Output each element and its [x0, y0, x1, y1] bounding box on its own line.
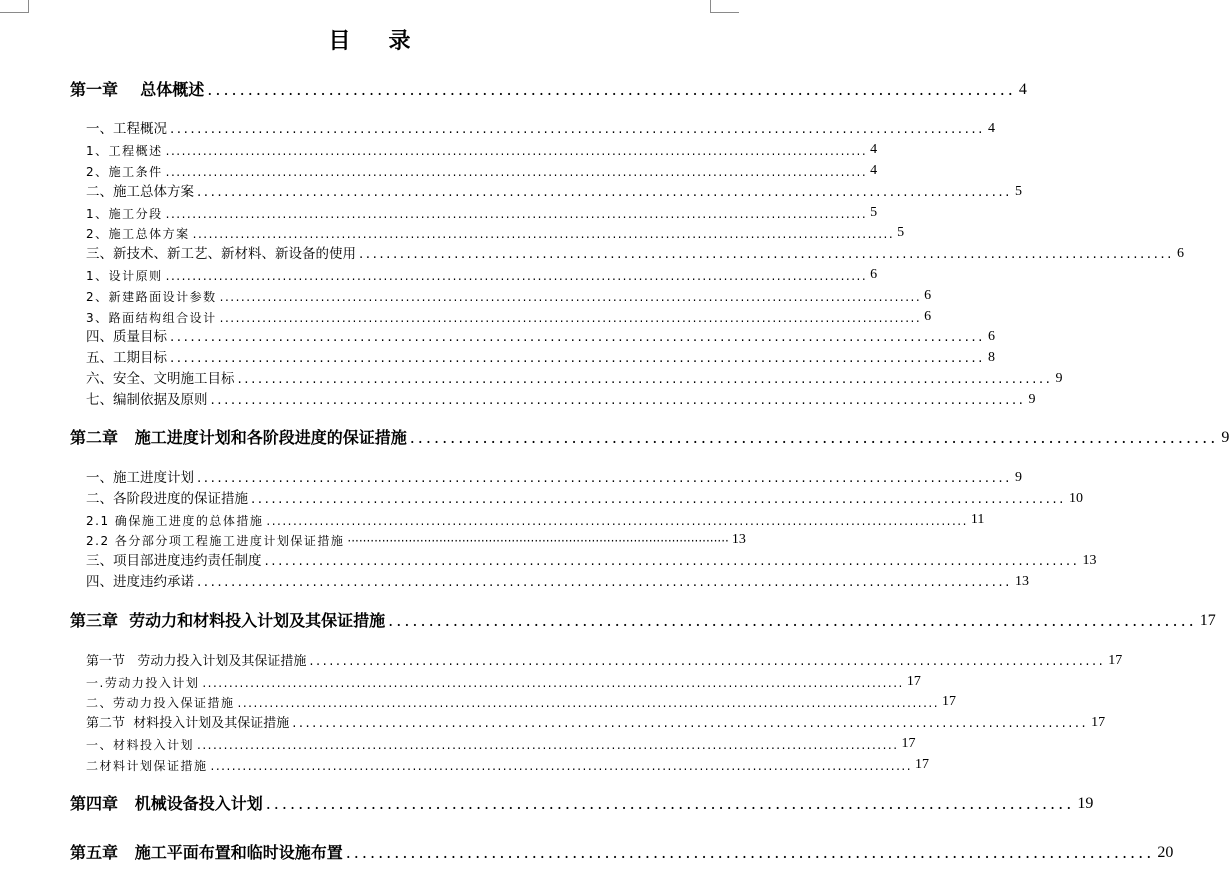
dot-leader: ........................................................................................................................ [359, 245, 1174, 262]
toc-entry-page: 17 [1199, 612, 1216, 629]
toc-entry-label: 第三章 劳动力和材料投入计划及其保证措施 [70, 611, 386, 630]
toc-entry-label: 四、质量目标 [86, 328, 167, 345]
dot-leader: .................................................................................................................................... [165, 269, 868, 283]
toc-entry-page: 13 [1082, 553, 1097, 568]
toc-entry-page: 6 [924, 309, 932, 324]
toc-entry-page: 6 [1176, 246, 1184, 261]
toc-entry[interactable] [86, 163, 878, 179]
dot-leader: ........................................................................................................................ [197, 573, 1012, 590]
dot-leader: .................................................................................................................................... [219, 311, 922, 325]
toc-entry-page: 20 [1157, 844, 1174, 861]
toc-entry-page: 9 [1055, 371, 1063, 386]
dot-leader: ........................................................................................................................ [292, 716, 1089, 731]
toc-entry[interactable] [86, 512, 985, 528]
toc-entry-label: 1、施工分段 [86, 207, 163, 221]
dot-leader: ........................................................................................................................ [237, 370, 1053, 387]
toc-entry-label: 一、材料投入计划 [86, 738, 195, 752]
toc-entry-page: 5 [897, 225, 905, 240]
toc-entry-label: 2、施工总体方案 [86, 227, 190, 241]
toc-entry-chapter-4[interactable] [70, 794, 1094, 813]
toc-entry[interactable] [86, 674, 921, 690]
toc-entry-label: 第五章 施工平面布置和临时设施布置 [70, 843, 343, 862]
toc-entry-label: 2.2 各分部分项工程施工进度计划保证措施 [86, 534, 345, 548]
toc-entry[interactable] [86, 267, 878, 283]
toc-entry-label: 2.1 确保施工进度的总体措施 [86, 514, 264, 528]
toc-entry-label: 第一节 劳动力投入计划及其保证措施 [86, 654, 307, 669]
toc-entry-chapter-2[interactable] [70, 428, 1229, 447]
toc-entry-page: 8 [987, 350, 995, 365]
toc-entry-label: 二材料计划保证措施 [86, 759, 208, 773]
toc-entry[interactable] [86, 736, 916, 752]
dot-leader: .................................................................................................................................... [165, 207, 868, 221]
toc-entry-page: 17 [1091, 715, 1106, 730]
toc-entry-label: 第二节 材料投入计划及其保证措施 [86, 716, 290, 731]
dot-leader: .................................................................................................... [409, 428, 1219, 447]
toc-entry-label: 五、工期目标 [86, 349, 167, 366]
toc-entry-page: 10 [1068, 491, 1083, 506]
page-corner-mark-right [710, 0, 739, 13]
toc-entry-page: 5 [870, 205, 878, 220]
toc-entry-label: 1、设计原则 [86, 269, 163, 283]
toc-entry-label: 1、工程概述 [86, 144, 163, 158]
toc-entry[interactable] [86, 245, 1184, 262]
toc-entry-page: 17 [942, 694, 957, 709]
toc-entry[interactable] [86, 532, 746, 548]
toc-entry[interactable] [86, 309, 932, 325]
toc-entry-label: 三、项目部进度违约责任制度 [86, 552, 262, 569]
toc-entry-page: 6 [924, 288, 932, 303]
toc-entry[interactable] [86, 120, 995, 137]
toc-entry[interactable] [86, 288, 932, 304]
dot-leader: ........................................................................................................................ [197, 183, 1012, 200]
toc-entry-page: 6 [987, 329, 995, 344]
page-corner-mark-left [0, 0, 29, 13]
toc-entry-page: 13 [731, 532, 746, 547]
toc-entry-page: 13 [1014, 574, 1029, 589]
dot-leader: .................................................................................................... [345, 843, 1155, 862]
toc-entry-page: 17 [906, 674, 921, 689]
toc-entry-label: 一、施工进度计划 [86, 469, 194, 486]
dot-leader: .................................................................................................................................... [219, 290, 922, 304]
toc-entry[interactable] [86, 552, 1097, 569]
dot-leader: .................................................................................................................................... [210, 759, 913, 773]
dot-leader: .................................................................................................................................... [165, 165, 868, 179]
toc-entry-label: 一.劳动力投入计划 [86, 676, 200, 690]
toc-entry-page: 9 [1014, 470, 1022, 485]
toc-entry-label: 二、各阶段进度的保证措施 [86, 490, 248, 507]
dot-leader: ........................................................................................................................ [264, 552, 1080, 569]
toc-entry-chapter-5[interactable] [70, 843, 1174, 862]
dot-leader: .................................................................................................................................... [197, 738, 899, 752]
toc-entry-label: 二、施工总体方案 [86, 183, 194, 200]
toc-entry[interactable] [86, 757, 930, 773]
toc-entry-label: 二、劳动力投入保证措施 [86, 696, 235, 710]
toc-entry-label: 第一章 总体概述 [70, 80, 205, 99]
dot-leader: .................................................................................................... [265, 794, 1075, 813]
toc-entry-page: 4 [1018, 81, 1027, 98]
toc-entry-page: 6 [870, 267, 878, 282]
toc-entry-label: 3、路面结构组合设计 [86, 311, 217, 325]
toc-entry-label: 第四章 机械设备投入计划 [70, 794, 263, 813]
toc-entry-page: 4 [870, 163, 878, 178]
dot-leader: ........................................................................................................................ [309, 654, 1106, 669]
toc-entry-label: 一、工程概况 [86, 120, 167, 137]
toc-entry[interactable] [86, 391, 1036, 408]
dot-leader: .................................................................................................... [207, 80, 1016, 99]
toc-entry[interactable] [86, 694, 957, 710]
toc-entry-label: 2、施工条件 [86, 165, 163, 179]
toc-entry[interactable] [86, 370, 1063, 387]
dot-leader: .................................................................................................................................... [202, 676, 904, 690]
toc-entry-page: 9 [1221, 429, 1229, 446]
dot-leader: .................................................................................................... [388, 611, 1197, 630]
toc-entry-page: 17 [901, 736, 916, 751]
toc-entry-chapter-1[interactable] [70, 80, 1027, 99]
toc-entry[interactable] [86, 205, 878, 221]
toc-entry-label: 七、编制依据及原则 [86, 391, 208, 408]
dot-leader: ........................................................................................................................ [197, 469, 1012, 486]
toc-entry-chapter-3[interactable] [70, 611, 1216, 630]
dot-leader: ........................................................................................................................ [170, 120, 985, 137]
toc-entry[interactable] [86, 653, 1123, 669]
dot-leader: .................................................................................................................................... [192, 227, 895, 241]
dot-leader: .................................................................................................................................... [266, 514, 968, 528]
toc-entry[interactable] [86, 349, 995, 366]
toc-entry-page: 5 [1014, 184, 1022, 199]
dot-leader: .................................................................................................................................... [165, 144, 868, 158]
toc-entry-page: 4 [870, 142, 878, 157]
toc-entry-page: 17 [915, 757, 930, 772]
toc-entry[interactable] [86, 715, 1106, 731]
toc-entry[interactable] [86, 225, 905, 241]
dot-leader: ........................................................................................................................ [170, 349, 985, 366]
toc-entry[interactable] [86, 573, 1029, 590]
toc-entry[interactable] [86, 183, 1022, 200]
toc-entry-page: 4 [987, 121, 995, 136]
dot-leader: ........................................................................................................................ [210, 391, 1026, 408]
dot-leader: ........................................................................................................................ [251, 490, 1066, 507]
toc-entry[interactable] [86, 142, 878, 158]
toc-entry-page: 9 [1028, 392, 1036, 407]
toc-entry-label: 四、进度违约承诺 [86, 573, 194, 590]
toc-entry-label: 三、新技术、新工艺、新材料、新设备的使用 [86, 245, 356, 262]
toc-entry-page: 17 [1108, 653, 1123, 668]
dot-leader: ···································································································· [347, 534, 729, 548]
toc-entry-label: 2、新建路面设计参数 [86, 290, 217, 304]
toc-title: 目录 [328, 28, 449, 54]
toc-entry[interactable] [86, 328, 995, 345]
toc-entry-label: 第二章 施工进度计划和各阶段进度的保证措施 [70, 428, 407, 447]
toc-entry-page: 11 [970, 512, 985, 527]
toc-entry[interactable] [86, 490, 1083, 507]
dot-leader: .................................................................................................................................... [237, 696, 940, 710]
toc-entry-label: 六、安全、文明施工目标 [86, 370, 235, 387]
dot-leader: ........................................................................................................................ [170, 328, 985, 345]
toc-entry[interactable] [86, 469, 1022, 486]
toc-entry-page: 19 [1077, 795, 1094, 812]
